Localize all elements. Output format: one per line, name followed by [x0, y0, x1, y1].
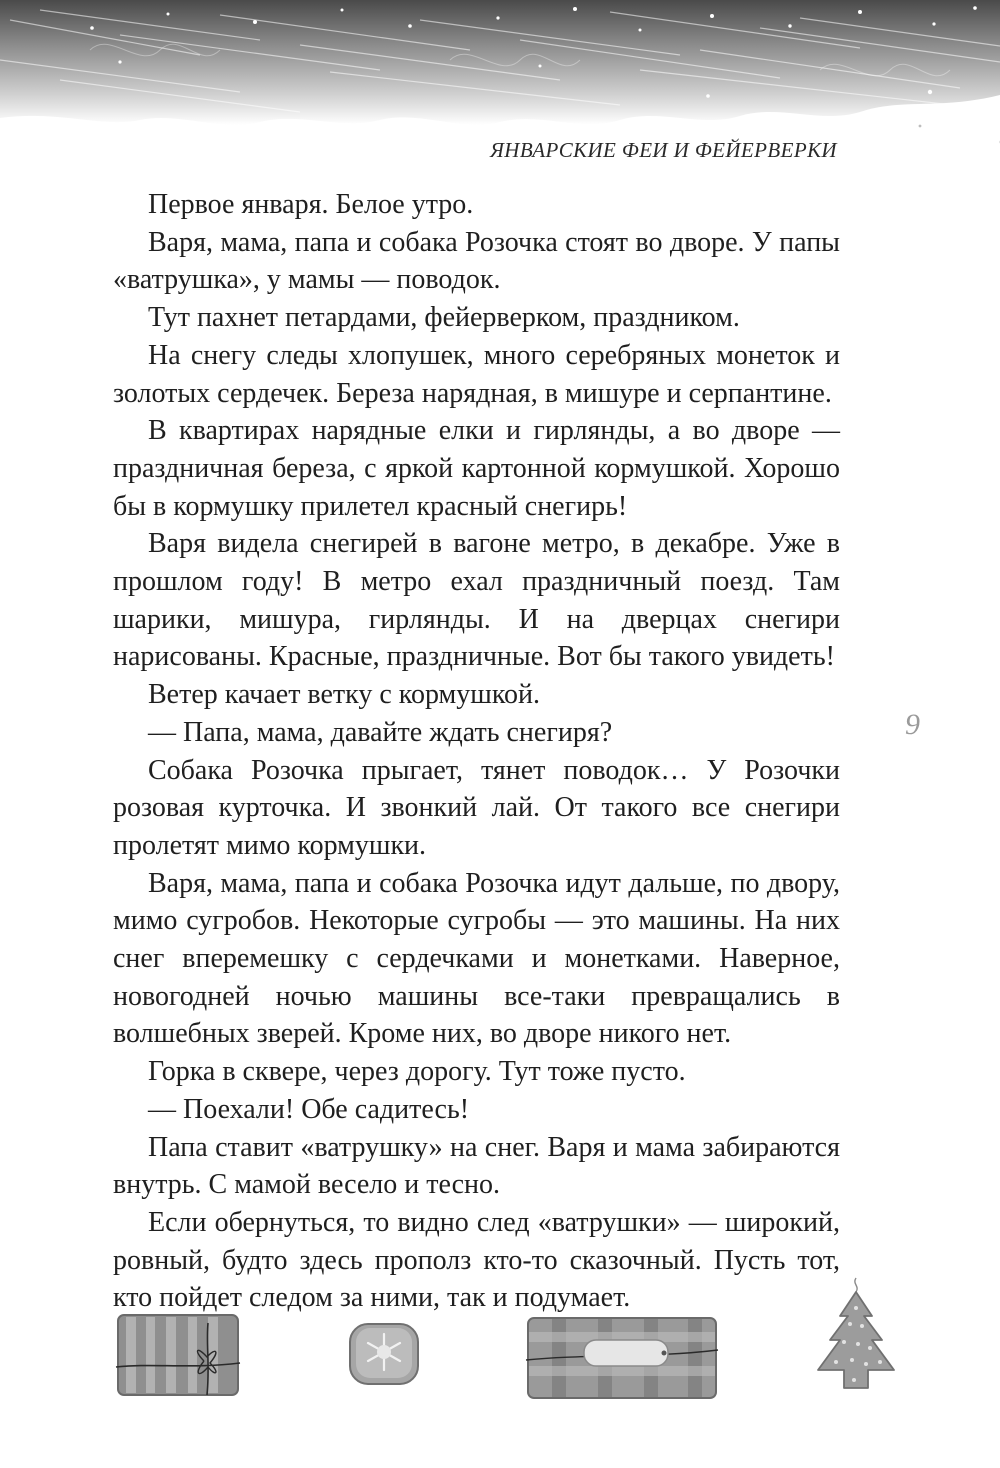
paragraph: На снегу следы хлопушек, много серебряных монеток и золотых сердечек. Береза нарядная, в мишуре и серпантине.: [113, 339, 840, 409]
paragraph: В квартирах нарядные елки и гирлянды, а во дворе — праздничная береза, с яркой картонной кормушкой. Хорошо бы в кормушку прилетел красный снегирь!: [113, 415, 840, 522]
paragraph: Папа ставит «ватрушку» на снег. Варя и мама забираются внутрь. С мамой весело и тесно.: [113, 1131, 840, 1201]
round-cookie-snowflake-illustration: [346, 1318, 422, 1390]
paragraph: — Папа, мама, давайте ждать снегиря?: [148, 716, 613, 748]
paragraph: Тут пахнет петардами, фейерверком, праздником.: [148, 302, 740, 334]
paragraph: Варя, мама, папа и собака Розочка идут дальше, по двору, мимо сугробов. Некоторые сугробы — это машины. На них снег вперемешку с сердечками и монетками. Наверное, новогодней ночью машины все-таки превращались в волшебных зверей. Кроме них, во дворе никого нет.: [113, 867, 840, 1050]
paragraph: Первое января. Белое утро.: [148, 189, 474, 220]
body-text: [113, 186, 840, 1317]
paragraph: Если обернуться, то видно след «ватрушки» — широкий, ровный, будто здесь прополз кто-то сказочный. Пусть тот, кто пойдет следом за ними, так и подумает.: [113, 1206, 840, 1314]
paragraph: Горка в сквере, через дорогу. Тут тоже пусто.: [148, 1056, 686, 1088]
paragraph: Варя, мама, папа и собака Розочка стоят во дворе. У папы «ватрушка», у мамы — поводок.: [113, 226, 840, 296]
paragraph: Варя видела снегирей в вагоне метро, в декабре. Уже в прошлом году! В метро ехал праздничный поезд. Там шарики, мишура, гирлянды. И на дверцах снегири нарисованы. Красные, праздничные. Вот бы такого увидеть!: [113, 528, 840, 673]
gift-box-striped-illustration: [112, 1305, 244, 1405]
paragraph: Собака Розочка прыгает, тянет поводок… У Розочки розовая курточка. И звонкий лай. От такого все снегири пролетят мимо кормушки.: [113, 754, 840, 861]
page-number: 9: [905, 708, 920, 741]
snowy-sky-banner-illustration: [0, 0, 1000, 150]
gift-box-plaid-illustration: [524, 1310, 720, 1406]
running-header: ЯНВАРСКИЕ ФЕИ И ФЕЙЕРВЕРКИ: [490, 138, 837, 162]
paragraph: — Поехали! Обе садитесь!: [148, 1093, 470, 1125]
paragraph: Ветер качает ветку с кормушкой.: [148, 679, 540, 711]
christmas-tree-ornament-illustration: [808, 1276, 904, 1408]
